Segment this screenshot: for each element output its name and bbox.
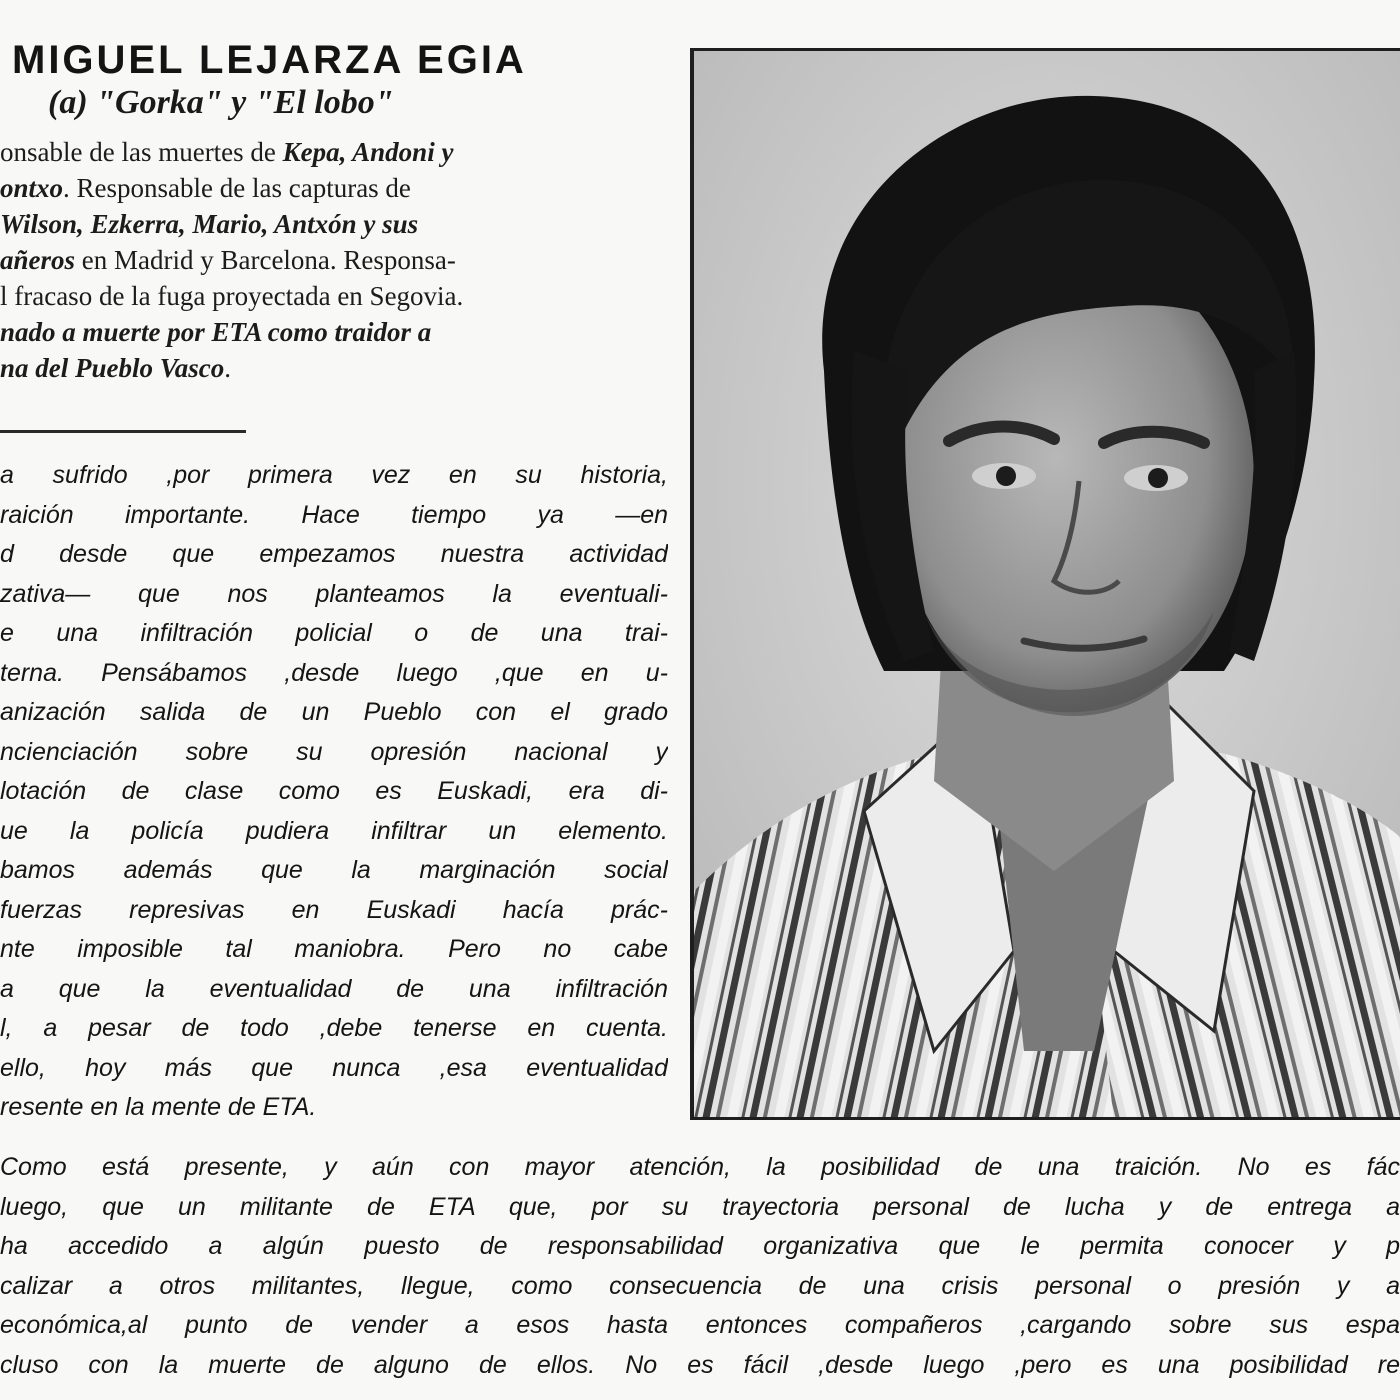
summary-line (0, 134, 700, 170)
summary-line (0, 206, 700, 242)
bottom-paragraph (0, 1148, 1400, 1385)
column-line: resente en la mente de ETA. (0, 1093, 317, 1121)
column-line: a sufrido ,por primera vez en su historia, (0, 461, 668, 489)
column-line: ue la policía pudiera infiltrar un elemento. (0, 816, 668, 845)
bottom-line: ha accedido a algún puesto de responsabilidad organizativa que le permita conocer y p (0, 1232, 1400, 1260)
summary-line (0, 278, 700, 314)
body-column (0, 456, 668, 1128)
summary-text: onsable de las muertes de (0, 137, 283, 167)
column-line: ncienciación sobre su opresión nacional y (0, 737, 668, 766)
summary-text: ontxo (0, 173, 64, 203)
summary-line (0, 170, 700, 206)
summary-text: Wilson, Ezkerra, Mario, Antxón y sus (0, 209, 419, 239)
column-line: a que la eventualidad de una infiltración (0, 974, 668, 1003)
column-line: raición importante. Hace tiempo ya —en (0, 500, 668, 529)
column-line: zativa— que nos planteamos la eventuali- (0, 579, 668, 608)
summary-block (0, 134, 700, 386)
summary-text: na del Pueblo Vasco (0, 353, 225, 383)
column-line: fuerzas represivas en Euskadi hacía prác- (0, 895, 668, 924)
bottom-line: luego, que un militante de ETA que, por su trayectoria personal de lucha y de entrega a (0, 1192, 1400, 1221)
summary-text: . Responsable de las capturas de (63, 173, 411, 203)
column-line: anización salida de un Pueblo con el grado (0, 698, 668, 726)
summary-text: . (224, 353, 232, 383)
column-line: ello, hoy más que nunca ,esa eventualidad (0, 1053, 668, 1082)
summary-text: Kepa, Andoni y (282, 137, 454, 167)
column-line: nte imposible tal maniobra. Pero no cabe (0, 935, 668, 963)
column-line: l, a pesar de todo ,debe tenerse en cuenta. (0, 1014, 668, 1042)
column-line: e una infiltración policial o de una trai- (0, 619, 668, 647)
bottom-line: económica,al punto de vender a esos hasta entonces compañeros ,cargando sobre sus espa (0, 1311, 1400, 1339)
column-line: d desde que empezamos nuestra actividad (0, 540, 668, 568)
summary-line (0, 314, 700, 350)
portrait-photo (690, 48, 1400, 1120)
article-alias: (a) "Gorka" y "El lobo" (48, 84, 394, 121)
summary-text: en Madrid y Barcelona. Responsa- (75, 245, 456, 275)
bottom-line: cluso con la muerte de alguno de ellos. No es fácil ,desde luego ,pero es una posibilidad re (0, 1350, 1400, 1379)
column-line: terna. Pensábamos ,desde luego ,que en u- (0, 658, 668, 687)
bottom-line: Como está presente, y aún con mayor atención, la posibilidad de una traición. No es fác (0, 1153, 1400, 1181)
column-line: bamos además que la marginación social (0, 856, 668, 884)
bottom-line: calizar a otros militantes, llegue, como consecuencia de una crisis personal o presión y a (0, 1271, 1400, 1300)
summary-line (0, 242, 700, 278)
column-line: lotación de clase como es Euskadi, era di- (0, 777, 668, 805)
divider-rule (0, 430, 246, 433)
summary-text: l fracaso de la fuga proyectada en Segovia. (0, 281, 464, 311)
portrait-illustration (694, 51, 1400, 1120)
article-title: MIGUEL LEJARZA EGIA (12, 38, 527, 82)
summary-text: añeros (0, 245, 76, 275)
summary-line (0, 350, 700, 386)
summary-text: nado a muerte por ETA como traidor a (0, 317, 432, 347)
